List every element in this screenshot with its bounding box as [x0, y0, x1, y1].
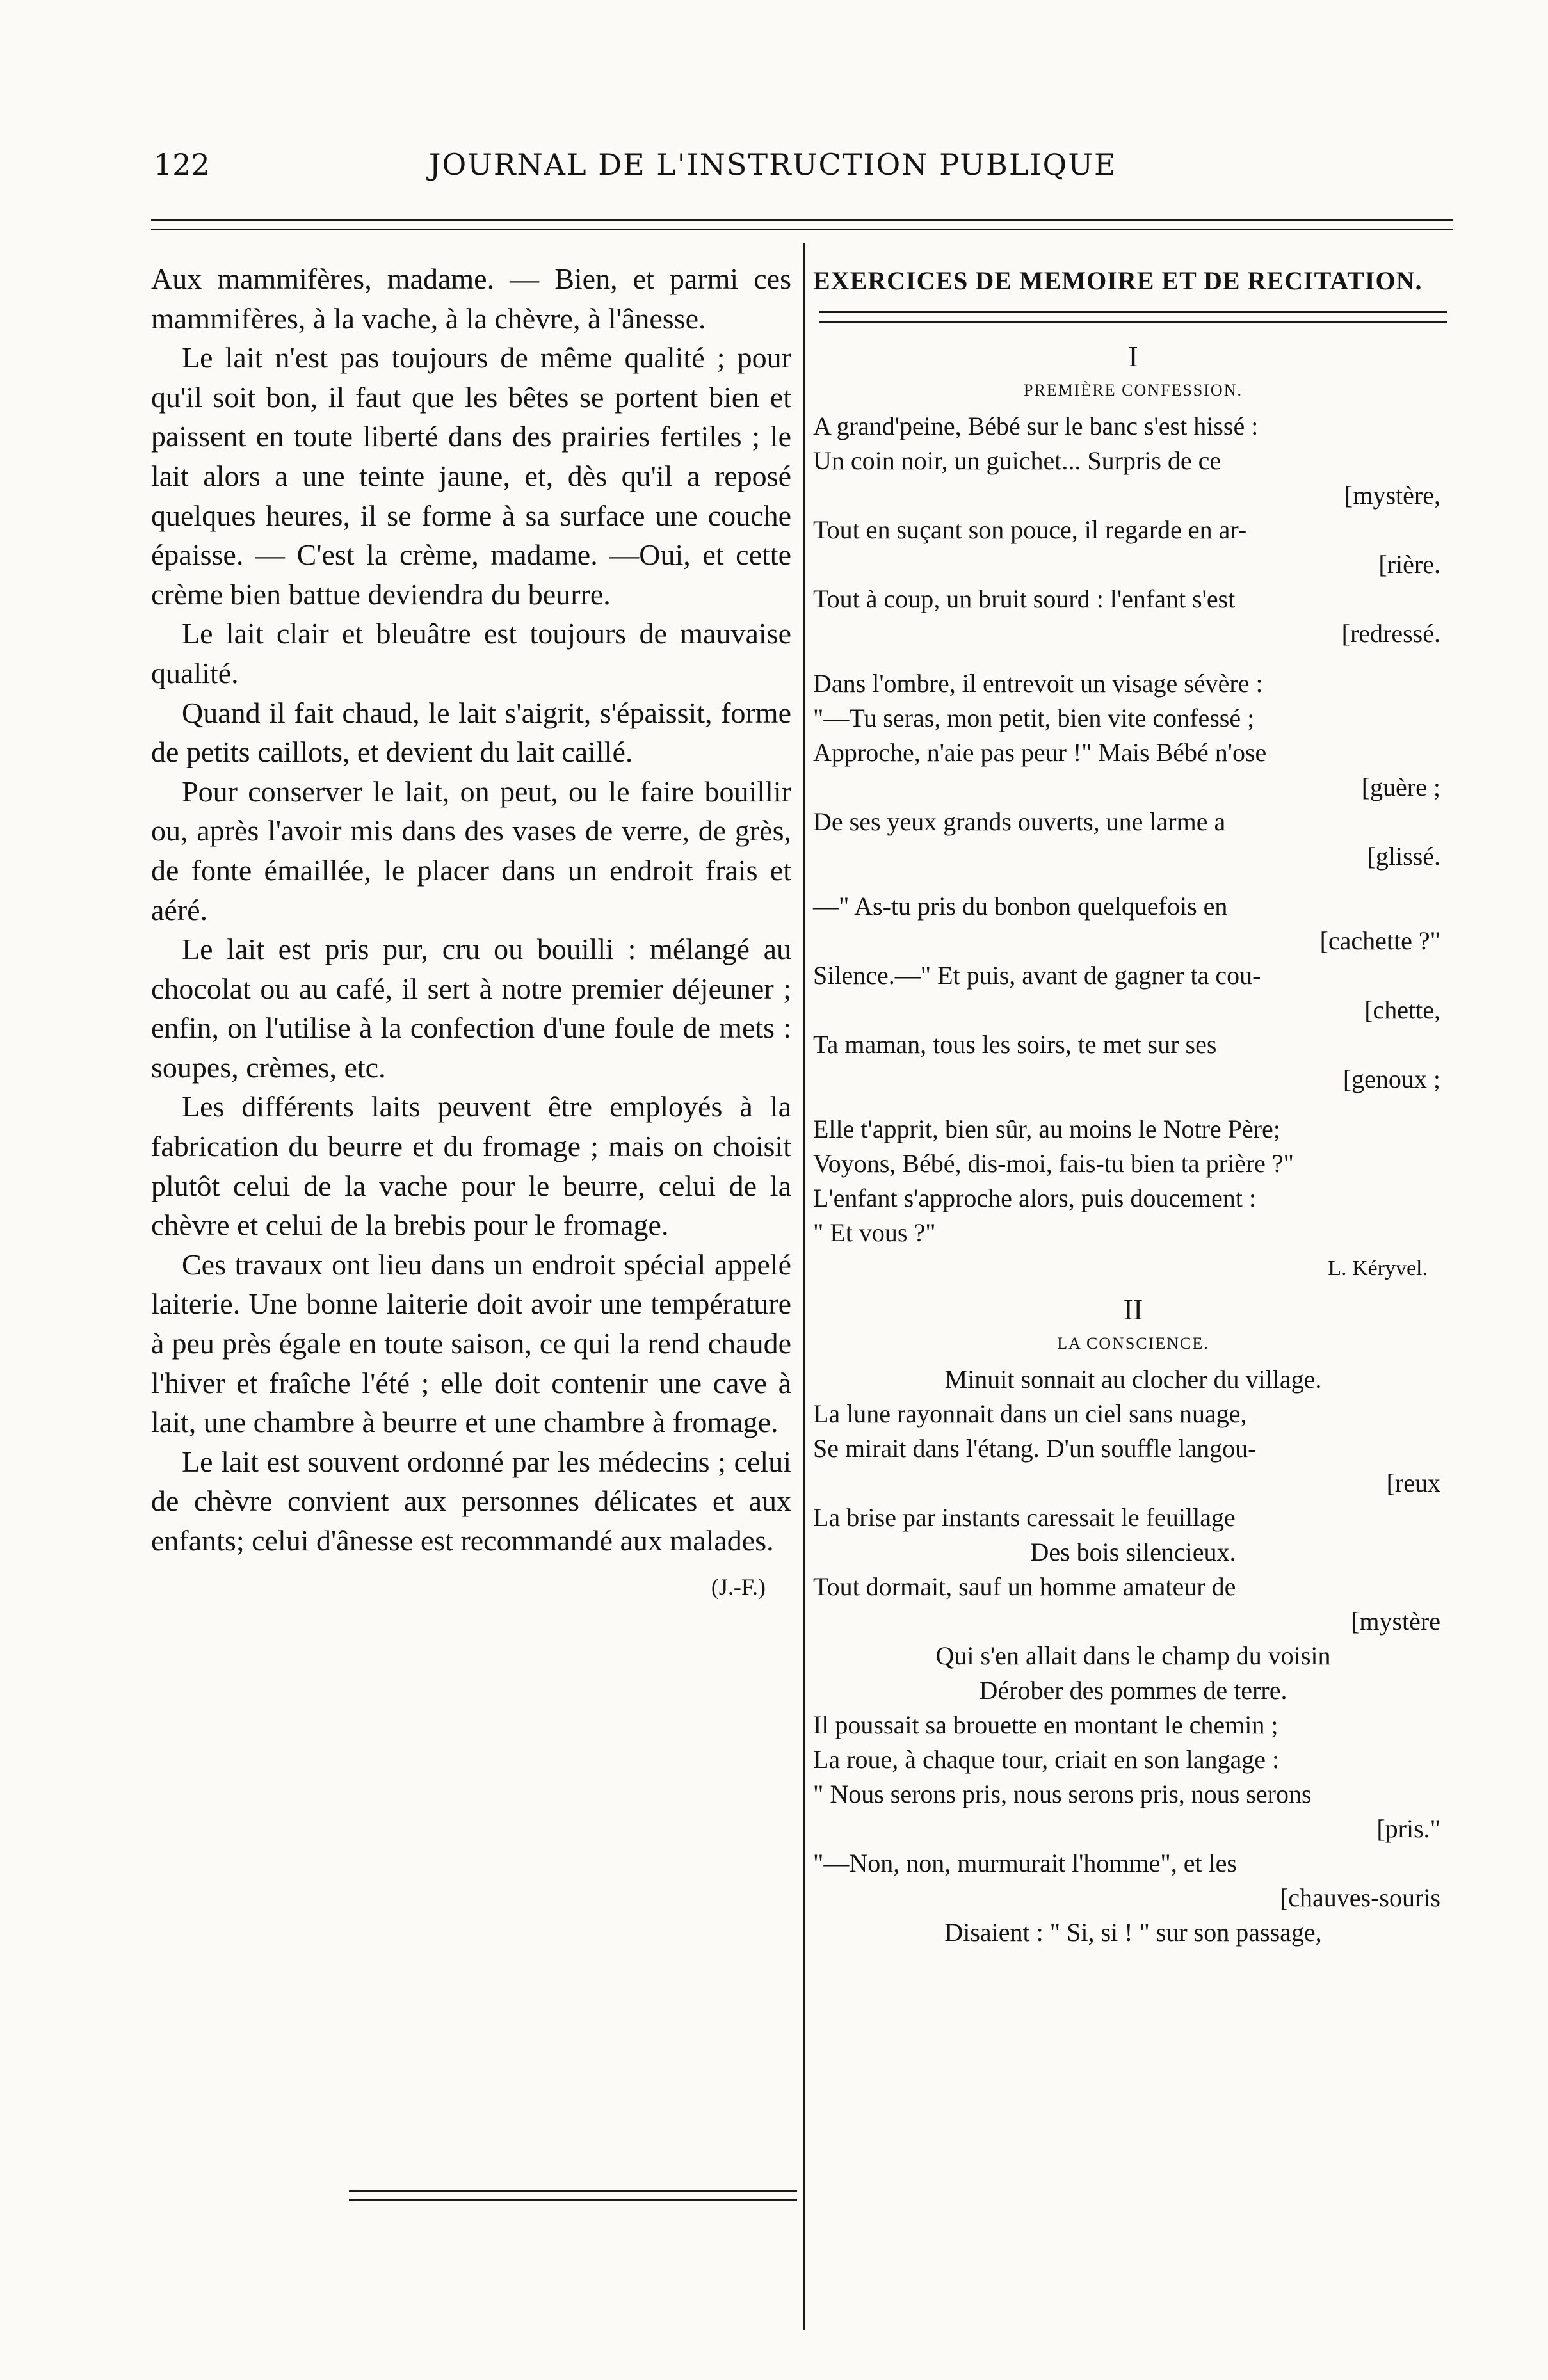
- paragraph: Le lait est pris pur, cru ou bouilli : mélangé au chocolat ou au café, il sert à notre premier déjeuner ; enfin, on l'utilise à la confection d'une foule de mets : soupes, crèmes, etc.: [151, 933, 791, 1084]
- verse-line: Disaient : " Si, si ! " sur son passage,: [944, 1918, 1322, 1947]
- verse-line: Ta maman, tous les soirs, te met sur ses: [813, 1030, 1217, 1059]
- page-number: 122: [154, 147, 210, 182]
- verse-line: Des bois silencieux.: [1030, 1538, 1236, 1566]
- column-divider: [803, 243, 805, 2330]
- verse-continuation: [pris.": [1376, 1814, 1440, 1843]
- verse-continuation: [reux: [1386, 1468, 1440, 1497]
- left-column: [151, 259, 791, 1600]
- article-end-rule: [349, 2190, 797, 2201]
- verse-line: Se mirait dans l'étang. D'un souffle langou-: [813, 1434, 1257, 1463]
- verse-continuation: [glissé.: [1367, 842, 1440, 871]
- verse-line: Approche, n'aie pas peur !" Mais Bébé n'ose: [813, 738, 1267, 767]
- verse-line: Tout dormait, sauf un homme amateur de: [813, 1572, 1236, 1601]
- verse-line: " Et vous ?": [813, 1218, 936, 1247]
- verse-continuation: [chauves-souris: [1279, 1883, 1440, 1912]
- verse-line: Qui s'en allait dans le champ du voisin: [935, 1641, 1331, 1670]
- verse-line: La roue, à chaque tour, criait en son langage :: [813, 1745, 1280, 1774]
- poem-conscience: [813, 1362, 1453, 1950]
- poem-title: PREMIÈRE CONFESSION.: [1024, 381, 1243, 399]
- verse-line: La lune rayonnait dans un ciel sans nuage,: [813, 1399, 1247, 1428]
- paragraph: Quand il fait chaud, le lait s'aigrit, s'épaissit, forme de petits caillots, et devient du lait caillé.: [151, 696, 791, 769]
- verse-line: Minuit sonnait au clocher du village.: [944, 1365, 1322, 1394]
- article-signature: (J.-F.): [711, 1573, 766, 1600]
- verse-line: Il poussait sa brouette en montant le chemin ;: [813, 1710, 1278, 1739]
- verse-line: Un coin noir, un guichet... Surpris de ce: [813, 446, 1221, 475]
- section-rule: [819, 311, 1447, 323]
- paragraph: Le lait clair et bleuâtre est toujours de mauvaise qualité.: [151, 617, 791, 689]
- poem-number: II: [1123, 1293, 1143, 1326]
- verse-line: Silence.—" Et puis, avant de gagner ta cou-: [813, 961, 1261, 990]
- verse-line: Dérober des pommes de terre.: [979, 1676, 1287, 1705]
- verse-line: Dans l'ombre, il entrevoit un visage sévère :: [813, 669, 1263, 698]
- verse-continuation: [redressé.: [1341, 619, 1440, 648]
- section-title: EXERCICES DE MEMOIRE ET DE RECITATION.: [813, 266, 1423, 295]
- paragraph: Les différents laits peuvent être employés à la fabrication du beurre et du fromage ; mais on choisit plutôt celui de la vache pour le beurre, celui de la chèvre et celui de la brebis pour le fromage.: [151, 1090, 791, 1242]
- verse-line: La brise par instants caressait le feuillage: [813, 1503, 1236, 1532]
- journal-title: JOURNAL DE L'INSTRUCTION PUBLIQUE: [429, 147, 1117, 182]
- paragraph: Pour conserver le lait, on peut, ou le faire bouillir ou, après l'avoir mis dans des vases de verre, de grès, de fonte émaillée, le placer dans un endroit frais et aéré.: [151, 775, 791, 926]
- poem-title: LA CONSCIENCE.: [1057, 1334, 1209, 1353]
- verse-line: Tout en suçant son pouce, il regarde en ar-: [813, 515, 1247, 544]
- stanza-gap: [813, 651, 1453, 666]
- verse-line: "—Tu seras, mon petit, bien vite confessé ;: [813, 704, 1255, 732]
- page-header: [154, 147, 1453, 192]
- verse-continuation: [mystère,: [1344, 481, 1440, 510]
- verse-line: —" As-tu pris du bonbon quelquefois en: [813, 892, 1228, 921]
- verse-line: L'enfant s'approche alors, puis doucement :: [813, 1184, 1256, 1212]
- paragraph: Le lait est souvent ordonné par les médecins ; celui de chèvre convient aux personnes délicates et aux enfants; celui d'ânesse est recommandé aux malades.: [151, 1445, 791, 1557]
- verse-continuation: [genoux ;: [1342, 1065, 1440, 1093]
- verse-line: Voyons, Bébé, dis-moi, fais-tu bien ta prière ?": [813, 1149, 1294, 1178]
- header-rule: [151, 219, 1453, 230]
- stanza-gap: [813, 1097, 1453, 1112]
- right-column: [813, 259, 1453, 1950]
- verse-continuation: [mystère: [1351, 1607, 1440, 1636]
- verse-line: "—Non, non, murmurait l'homme", et les: [813, 1849, 1237, 1877]
- paragraph: Ces travaux ont lieu dans un endroit spécial appelé laiterie. Une bonne laiterie doit avoir une température à peu près égale en toute saison, ce qui la rend chaude l'hiver et fraîche l'été ; elle doit contenir une cave à lait, une chambre à beurre et une chambre à fromage.: [151, 1248, 791, 1439]
- verse-line: Tout à coup, un bruit sourd : l'enfant s'est: [813, 584, 1236, 613]
- verse-line: " Nous serons pris, nous serons pris, nous serons: [813, 1780, 1312, 1808]
- verse-line: Elle t'apprit, bien sûr, au moins le Notre Père;: [813, 1114, 1280, 1143]
- poem-first-confession: [813, 409, 1453, 1250]
- verse-line: De ses yeux grands ouverts, une larme a: [813, 807, 1226, 836]
- verse-continuation: [chette,: [1364, 995, 1440, 1024]
- verse-continuation: [rière.: [1378, 550, 1440, 579]
- verse-line: A grand'peine, Bébé sur le banc s'est hissé :: [813, 412, 1259, 440]
- poem-number: I: [1128, 340, 1138, 373]
- paragraph: Aux mammifères, madame. — Bien, et parmi ces mammifères, à la vache, à la chèvre, à l'ânesse.: [151, 262, 791, 335]
- poem-author: L. Kéryvel.: [1328, 1257, 1428, 1280]
- verse-continuation: [guère ;: [1361, 773, 1440, 801]
- verse-continuation: [cachette ?": [1319, 926, 1440, 955]
- stanza-gap: [813, 874, 1453, 889]
- paragraph: Le lait n'est pas toujours de même qualité ; pour qu'il soit bon, il faut que les bêtes se portent bien et paissent en toute liberté dans des prairies fertiles ; le lait alors a une teinte jaune, et, dès qu'il a reposé quelques heures, il se forme à sa surface une couche épaisse. — C'est la crème, madame. —Oui, et cette crème bien battue deviendra du beurre.: [151, 341, 791, 611]
